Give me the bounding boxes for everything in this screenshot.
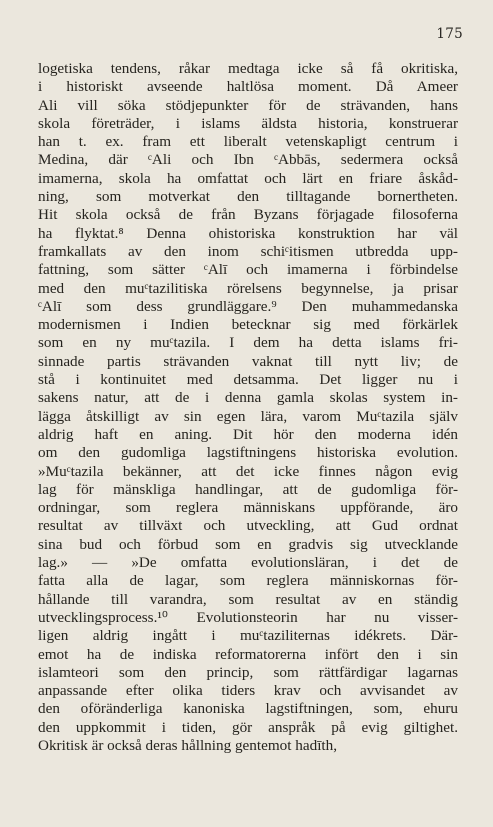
- text-line: ligen aldrig ingått i muᶜtaziliternas idékrets. Där-: [38, 627, 458, 645]
- text-line: aldrig haft en aning. Dit hör den moderna idén: [38, 425, 458, 443]
- text-line: resultat av tillväxt och utveckling, att Gud ordnat: [38, 517, 458, 535]
- text-line: Hit skola också de från Byzans förjagade filosoferna: [38, 206, 458, 224]
- text-line: den uppkommit i tiden, gör anspråk på evig giltighet.: [38, 718, 458, 736]
- text-line: »Muᶜtazila bekänner, att det icke finnes någon evig: [38, 462, 458, 480]
- text-line: Ali vill söka stödjepunkter för de strävanden, hans: [38, 96, 458, 114]
- text-line: fatta alla de lagar, som reglera människornas för-: [38, 572, 458, 590]
- text-line: anpassande efter olika tiders krav och avvisandet av: [38, 682, 458, 700]
- text-line: lag.» — »De omfatta evolutionsläran, i det de: [38, 554, 458, 572]
- text-line: som en ny muᶜtazila. I dem ha detta islams fri-: [38, 334, 458, 352]
- text-line: ning, som motverkat den tilltagande bornertheten.: [38, 188, 458, 206]
- text-line: imamerna, skola ha omfattat och lärt en friare åskåd-: [38, 169, 458, 187]
- text-line: lag för mänskliga handlingar, att de gudomliga för-: [38, 480, 458, 498]
- text-line: stå i kontinuitet med detsamma. Det ligger nu i: [38, 371, 458, 389]
- text-line: om den gudomliga lagstiftningens historiska evolution.: [38, 444, 458, 462]
- text-line: modernismen i Indien betecknar sig med förkärlek: [38, 316, 458, 334]
- text-line: logetiska tendens, råkar medtaga icke så få okritiska,: [38, 60, 458, 77]
- text-line: Okritisk är också deras hållning gentemot hadīth,: [38, 736, 338, 754]
- page-number: 175: [436, 26, 463, 42]
- text-line: han t. ex. fram ett liberalt vetenskapligt centrum i: [38, 133, 458, 151]
- text-line: i historiskt avseende haltlösa moment. Då Ameer: [38, 78, 458, 96]
- text-line: fattning, som sätter ᶜAlī och imamerna i förbindelse: [38, 261, 458, 279]
- text-line: lägga åtskilligt av sin egen lära, varom Muᶜtazila själv: [38, 407, 458, 425]
- text-line: hållande till varandra, som resultat av en ständig: [38, 590, 458, 608]
- text-line: den oföränderliga kanoniska lagstiftningen, som, ehuru: [38, 700, 458, 718]
- text-line: ᶜAlī som dess grundläggare.⁹ Den muhammedanska: [38, 297, 458, 315]
- text-line: Medina, där ᶜAli och Ibn ᶜAbbās, sedermera också: [38, 151, 458, 169]
- text-line: ha flyktat.⁸ Denna ohistoriska konstruktion har väl: [38, 224, 458, 242]
- text-line: sinnade partis strävanden vaknat till nytt liv; de: [38, 352, 458, 370]
- text-line: sakens natur, att de i denna gamla skolas system in-: [38, 389, 458, 407]
- body-text: [38, 60, 458, 755]
- text-line: islamteori som den princip, som rättfärdigar lagarnas: [38, 663, 458, 681]
- text-line: med den muᶜtazilitiska rörelsens begynnelse, ja prisar: [38, 279, 458, 297]
- text-line: utvecklingsprocess.¹⁰ Evolutionsteorin har nu visser-: [38, 608, 458, 626]
- text-line: sina bud och förbud som en gradvis sig utvecklande: [38, 535, 458, 553]
- text-line: skola företräder, i islams äldsta historia, konstruerar: [38, 114, 458, 132]
- text-line: ordningar, som reglera människans uppförande, äro: [38, 499, 458, 517]
- text-line: emot ha de indiska reformatorerna infört den i sin: [38, 645, 458, 663]
- text-line: framkallats av den inom schiᶜitismen utbredda upp-: [38, 242, 458, 260]
